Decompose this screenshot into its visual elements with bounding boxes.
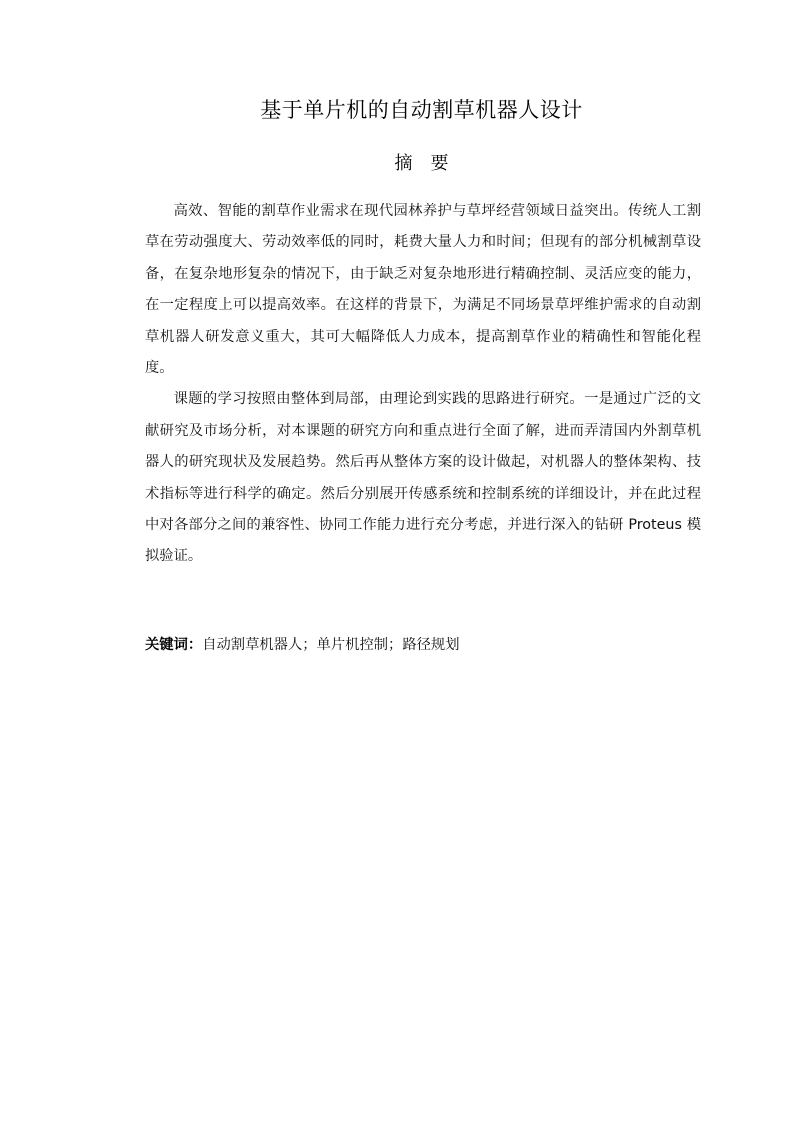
keywords-value: 自动割草机器人；单片机控制；路径规划 [202,637,460,653]
abstract-heading-char-2: 要 [430,153,449,174]
abstract-paragraph-2: 课题的学习按照由整体到局部，由理论到实践的思路进行研究。一是通过广泛的文献研究及市场分析，对本课题的研究方向和重点进行全面了解，进而弄清国内外割草机器人的研究现状及发展趋势。然后再从整体方案的设计做起，对机器人的整体架构、技术指标等进行科学的确定。然后分别展开传感系统和控制系统的详细设计，并在此过程中对各部分之间的兼容性、协同工作能力进行充分考虑，并进行深入的钻研 Proteus 模拟验证。 [145,391,701,565]
abstract-paragraph-1: 高效、智能的割草作业需求在现代园林养护与草坪经营领域日益突出。传统人工割草在劳动强度大、劳动效率低的同时，耗费大量人力和时间；但现有的部分机械割草设备，在复杂地形复杂的情况下，由于缺乏对复杂地形进行精确控制、灵活应变的能力，在一定程度上可以提高效率。在这样的背景下，为满足不同场景草坪维护需求的自动割草机器人研发意义重大，其可大幅降低人力成本，提高割草作业的精确性和智能化程度。 [145,203,701,377]
document-title: 基于单片机的自动割草机器人设计 [260,98,583,122]
abstract-body [145,196,701,573]
keywords-line [145,633,705,657]
keywords-label: 关键词： [145,637,203,653]
abstract-heading [0,150,793,178]
abstract-heading-char-1: 摘 [394,153,413,174]
